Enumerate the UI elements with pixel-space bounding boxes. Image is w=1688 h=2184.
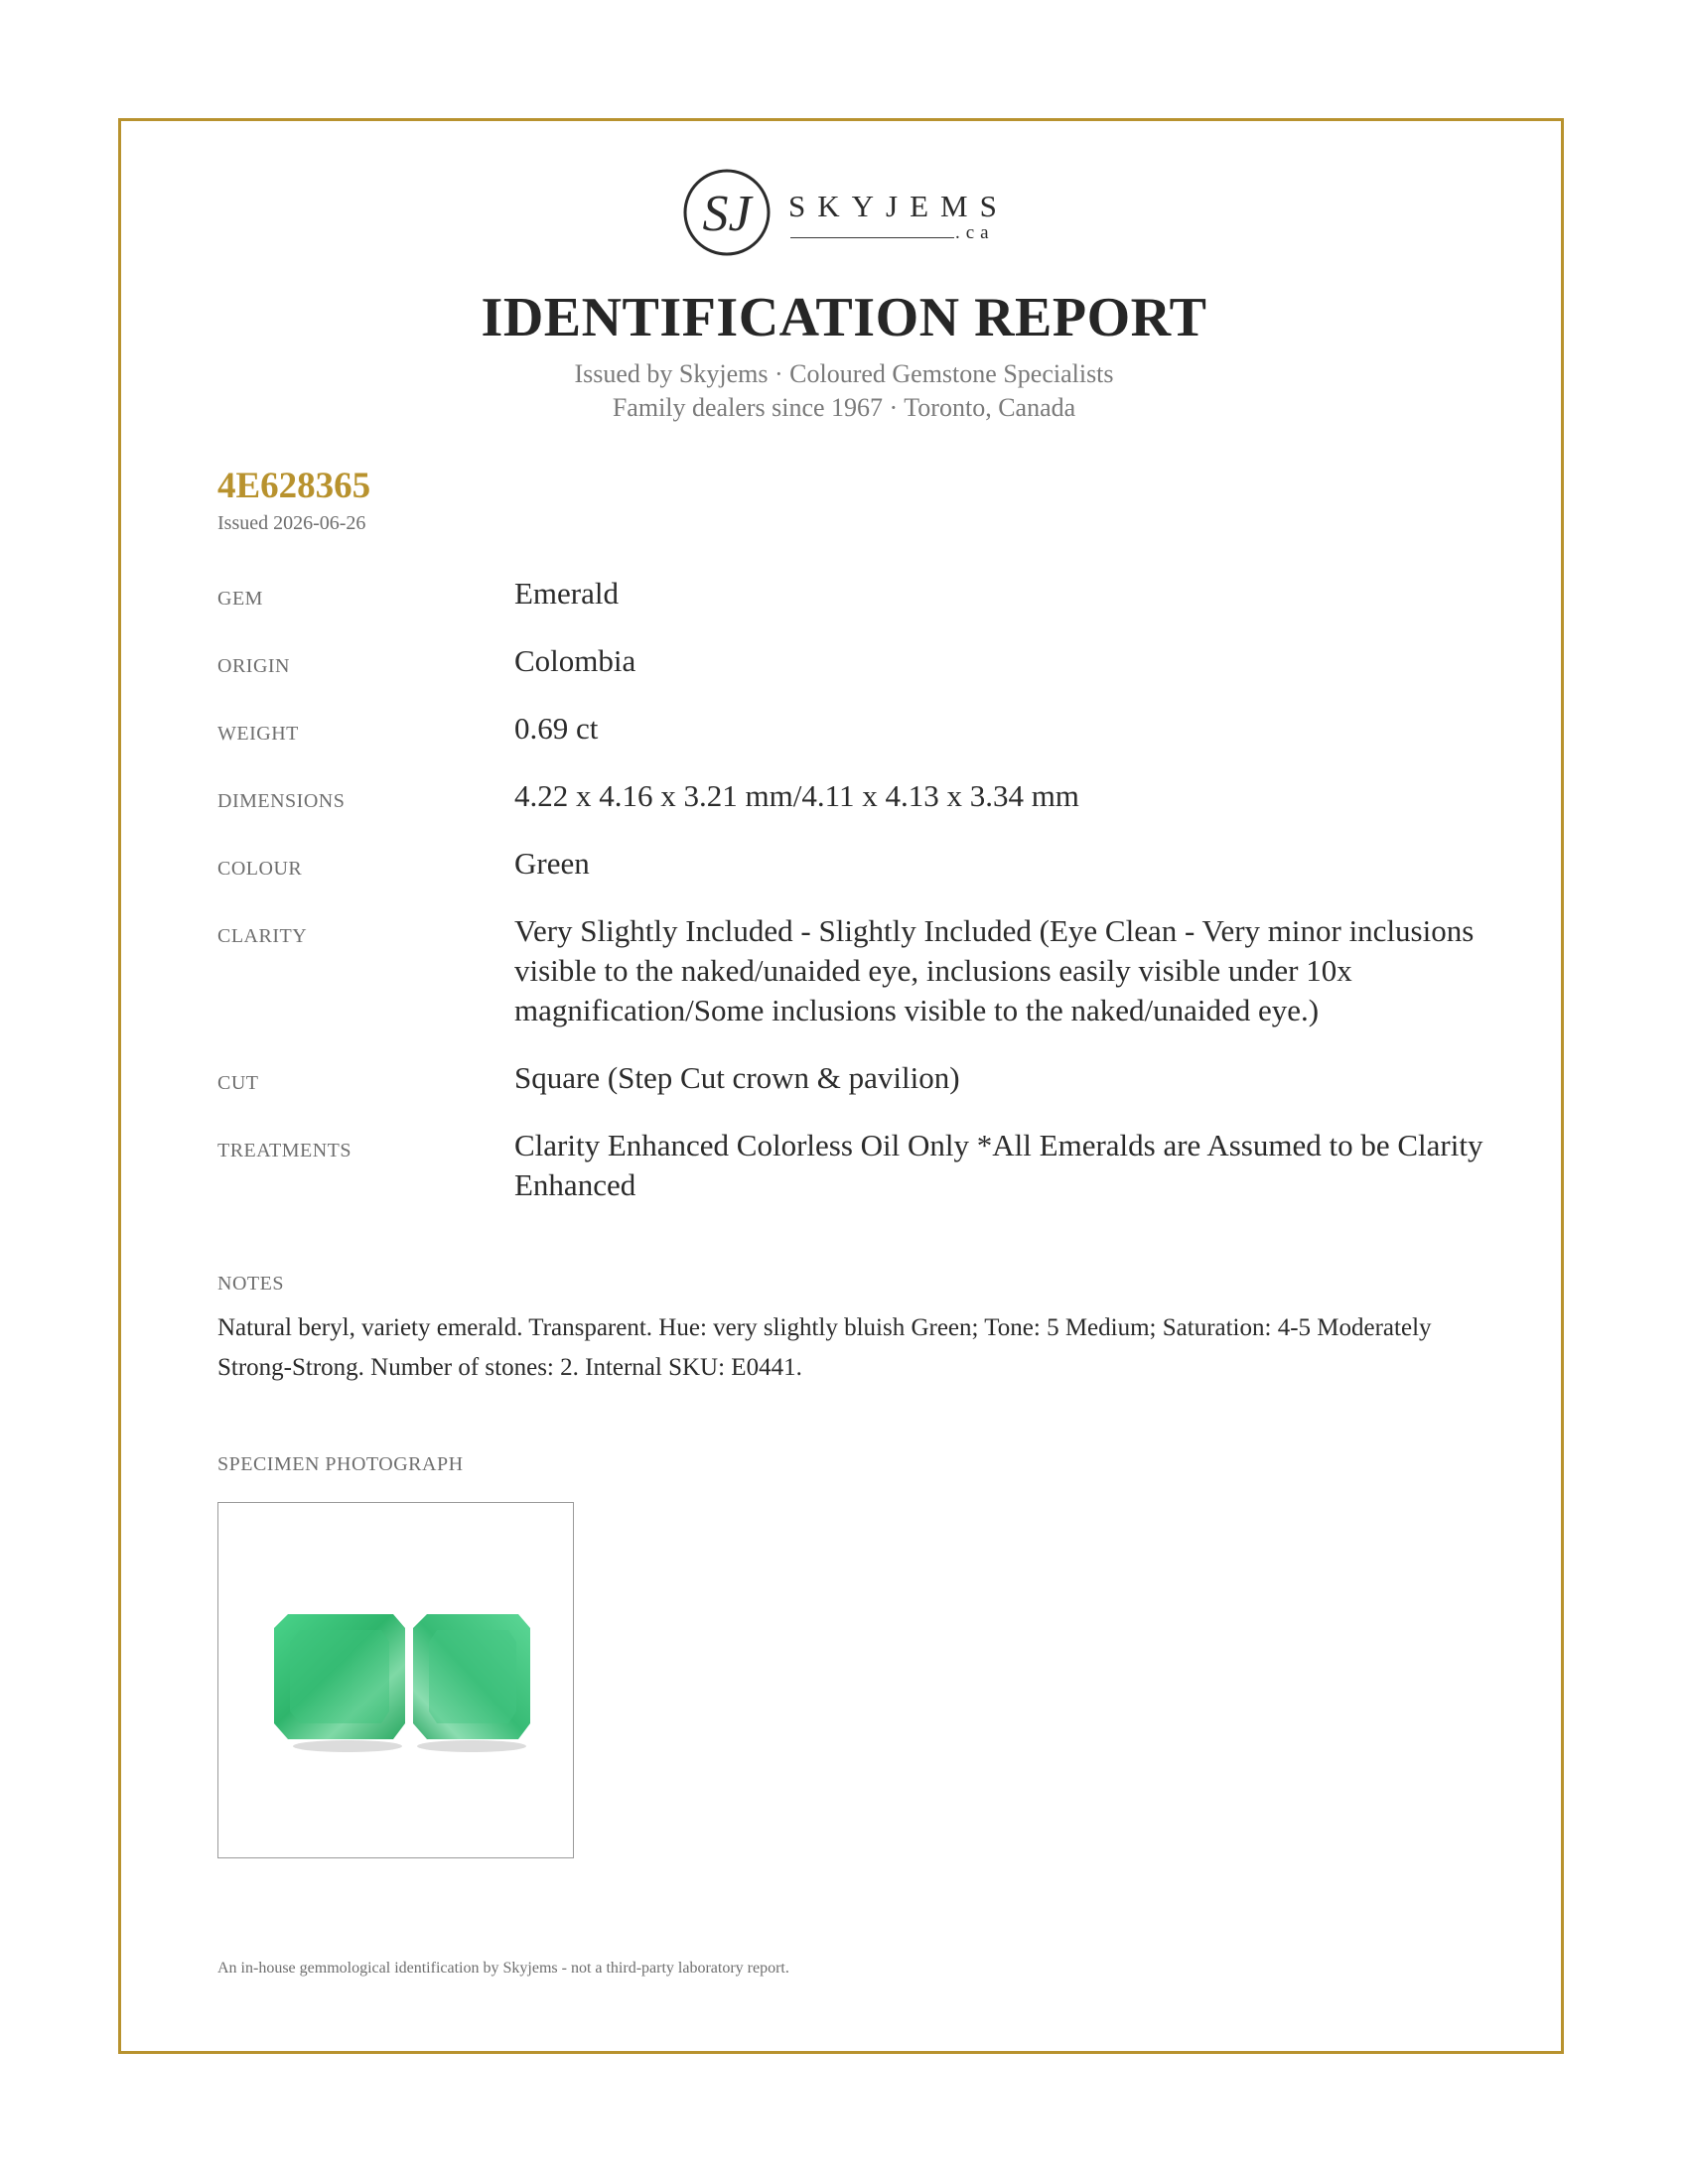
issued-date: Issued 2026-06-26: [217, 512, 366, 534]
field-value-treatments: Clarity Enhanced Colorless Oil Only *All Emeralds are Assumed to be Clarity Enhanced: [514, 1128, 1483, 1202]
brand-name: SKYJEMS: [788, 189, 1009, 223]
specimen-photo: [217, 1502, 574, 1858]
footer-disclaimer: An in-house gemmological identification by Skyjems - not a third-party laboratory report.: [217, 1960, 789, 1977]
photo-label: SPECIMEN PHOTOGRAPH: [217, 1453, 464, 1475]
report-title: IDENTIFICATION REPORT: [481, 287, 1207, 348]
field-value-weight: 0.69 ct: [514, 711, 599, 746]
report-subtitle-1: Issued by Skyjems · Coloured Gemstone Specialists: [574, 359, 1114, 388]
field-label-weight: WEIGHT: [217, 723, 299, 745]
field-label-clarity: CLARITY: [217, 925, 308, 947]
field-value-colour: Green: [514, 846, 590, 881]
field-label-dimensions: DIMENSIONS: [217, 790, 346, 812]
report-subtitle-2: Family dealers since 1967 · Toronto, Canada: [612, 393, 1076, 422]
emerald-stones-image: [218, 1503, 572, 1856]
field-label-origin: ORIGIN: [217, 655, 290, 677]
notes-text: Natural beryl, variety emerald. Transparent. Hue: very slightly bluish Green; Tone: 5 Medium; Saturation: 4-5 Moderately Strong-Strong. Number of stones: 2. Internal SKU: E0441.: [217, 1314, 1432, 1381]
brand-tld: .ca: [955, 222, 995, 243]
field-value-cut: Square (Step Cut crown & pavilion): [514, 1060, 960, 1095]
notes-label: NOTES: [217, 1273, 284, 1295]
field-label-gem: GEM: [217, 588, 263, 610]
field-value-gem: Emerald: [514, 576, 620, 611]
field-label-treatments: TREATMENTS: [217, 1140, 352, 1161]
field-label-colour: COLOUR: [217, 858, 303, 880]
field-value-dimensions: 4.22 x 4.16 x 3.21 mm/4.11 x 4.13 x 3.34 mm: [514, 778, 1079, 813]
report-id: 4E628365: [217, 466, 371, 506]
field-value-origin: Colombia: [514, 643, 636, 678]
field-value-clarity: Very Slightly Included - Slightly Included (Eye Clean - Very minor inclusions visible to the naked/unaided eye, inclusions easily visible under 10x magnification/Some inclusions visible to the naked/unaided eye.): [514, 913, 1475, 1027]
svg-text:SJ: SJ: [702, 186, 752, 242]
field-label-cut: CUT: [217, 1072, 259, 1094]
brand-underline: [790, 237, 954, 238]
